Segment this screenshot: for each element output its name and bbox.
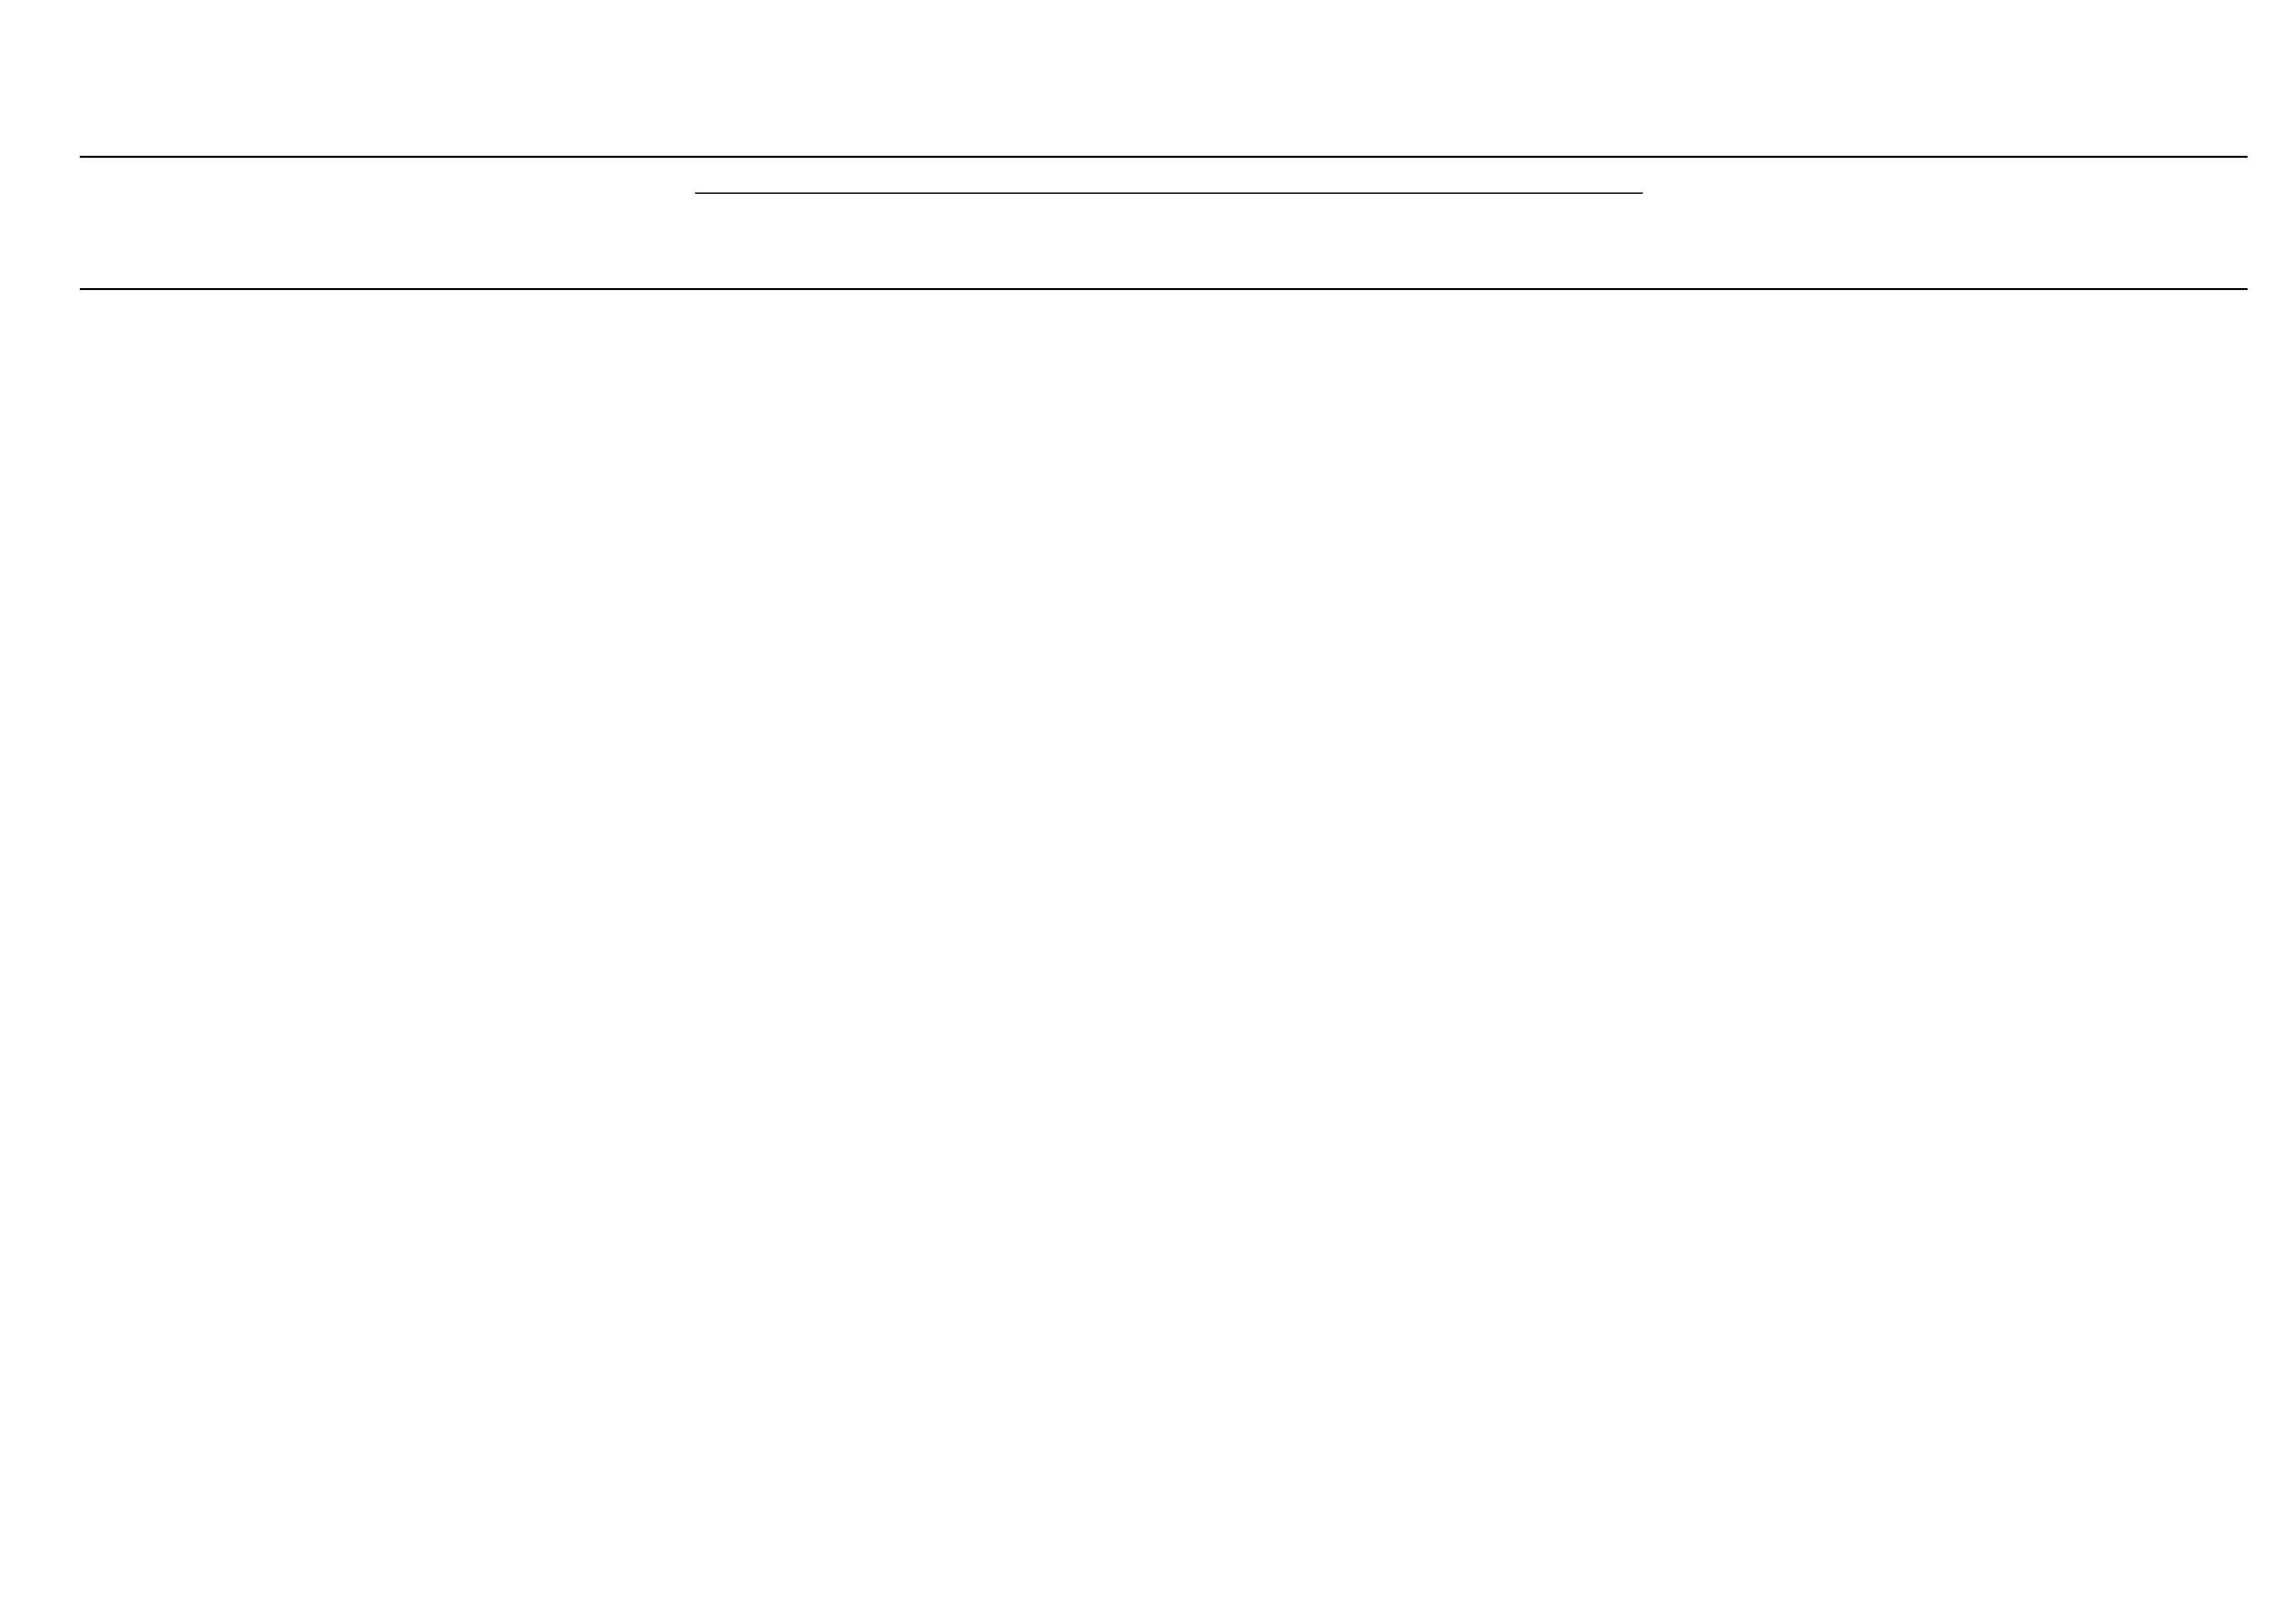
table-top-rule [80,156,2248,158]
including-subheader-rule [695,192,1643,194]
table-header-bottom-rule [80,288,2248,290]
